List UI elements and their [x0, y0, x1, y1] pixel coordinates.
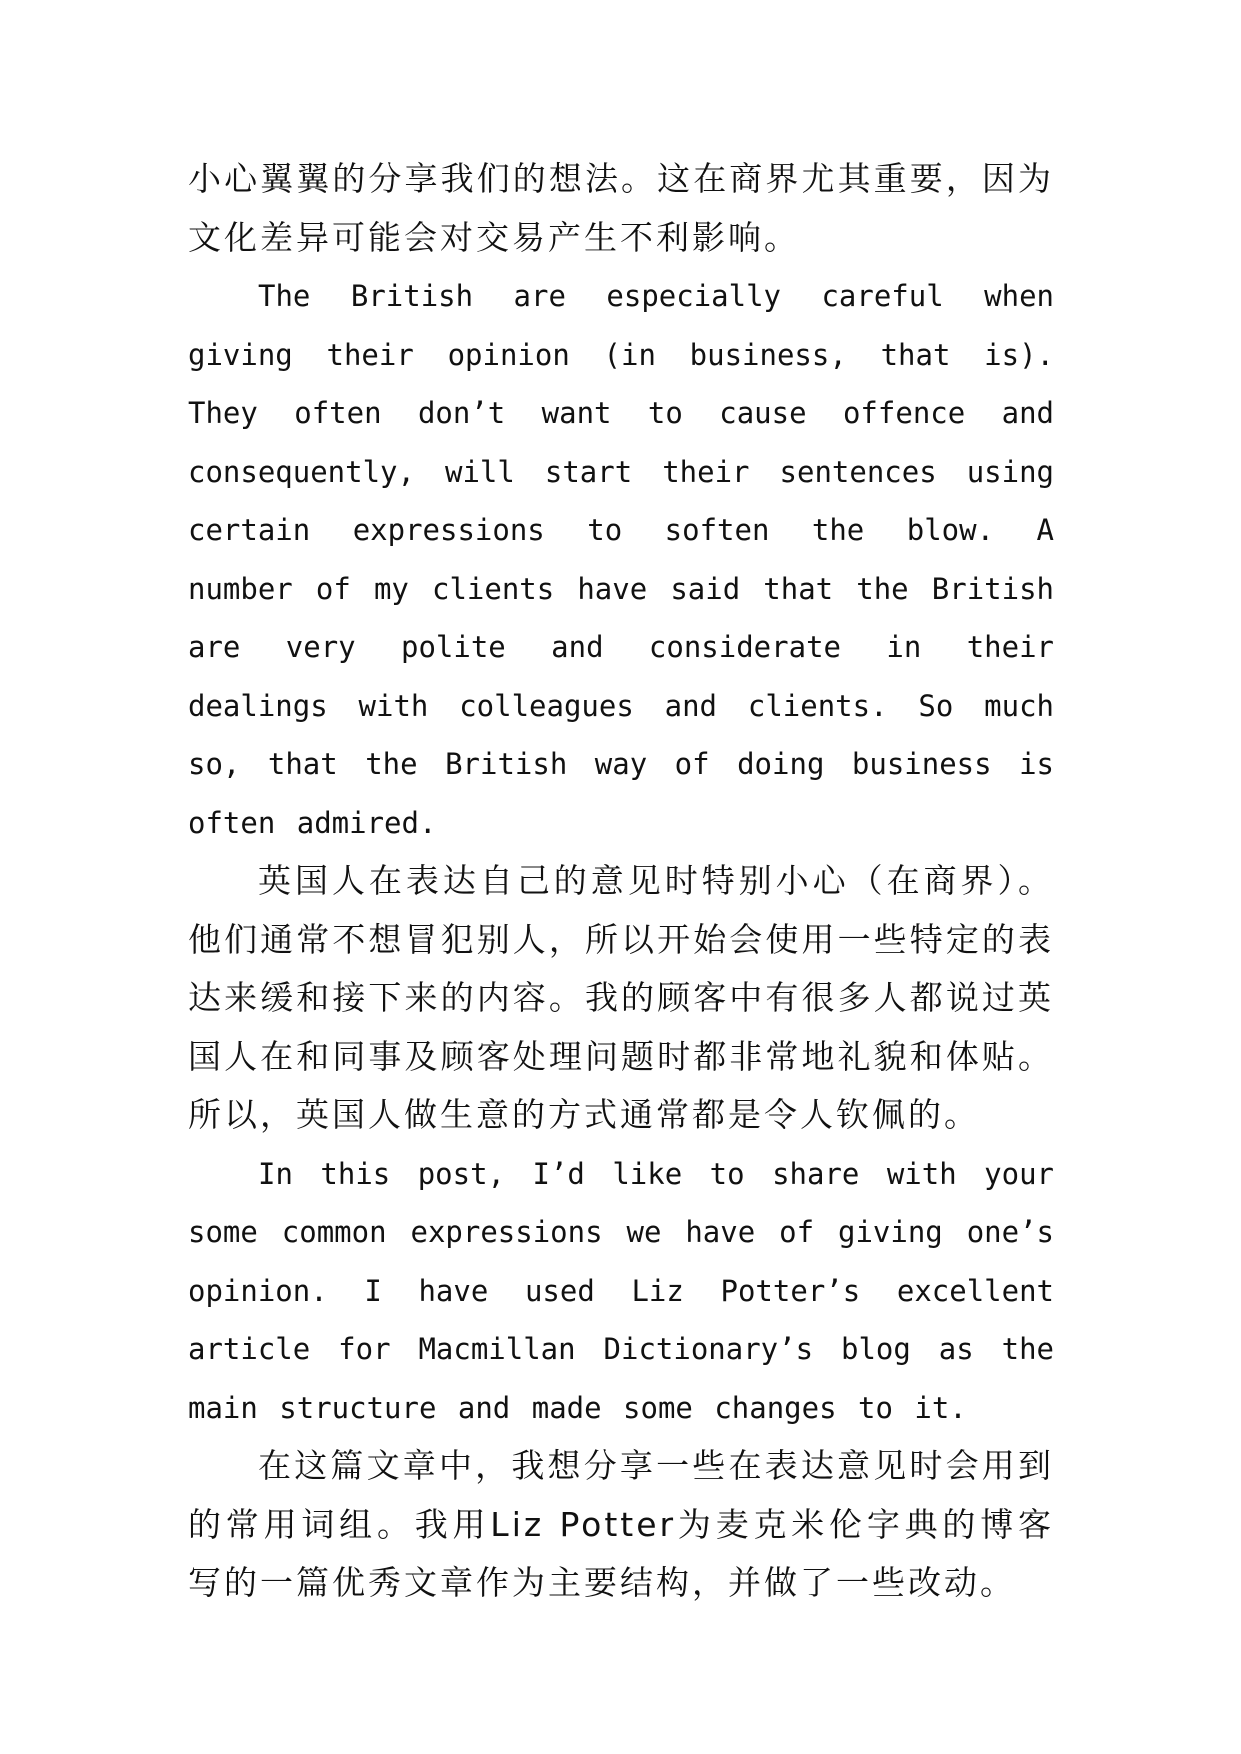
paragraph-zh-post-intro: 在这篇文章中，我想分享一些在表达意见时会用到的常用词组。我用Liz Potter为麦克米伦字典的博客写的一篇优秀文章作为主要结构，并做了一些改动。 — [188, 1446, 1054, 1602]
document-page — [188, 150, 1054, 1613]
paragraph-zh-british-opinion: 英国人在表达自己的意见时特别小心（在商界）。他们通常不想冒犯别人，所以开始会使用一些特定的表达来缓和接下来的内容。我的顾客中有很多人都说过英国人在和同事及顾客处理问题时都非常地礼貌和体贴。所以，英国人做生意的方式通常都是令人钦佩的。 — [188, 861, 1054, 1134]
paragraph-en-british-opinion: The British are especially careful when giving their opinion (in business, that is). They often don’t want to cause offence and consequently, will start their sentences using certain expressions to soften the blow. A number of my clients have said that the British are very polite and considerate in their dealings with colleagues and clients. So much so, that the British way of doing business is often admired. — [188, 279, 1054, 840]
paragraph-zh-continuation: 小心翼翼的分享我们的想法。这在商界尤其重要，因为文化差异可能会对交易产生不利影响。 — [188, 159, 1054, 257]
paragraph-en-post-intro: In this post, I’d like to share with your some common expressions we have of giving one’s opinion. I have used Liz Potter’s excellent article for Macmillan Dictionary’s blog as the main structure and made some changes to it. — [188, 1156, 1054, 1425]
